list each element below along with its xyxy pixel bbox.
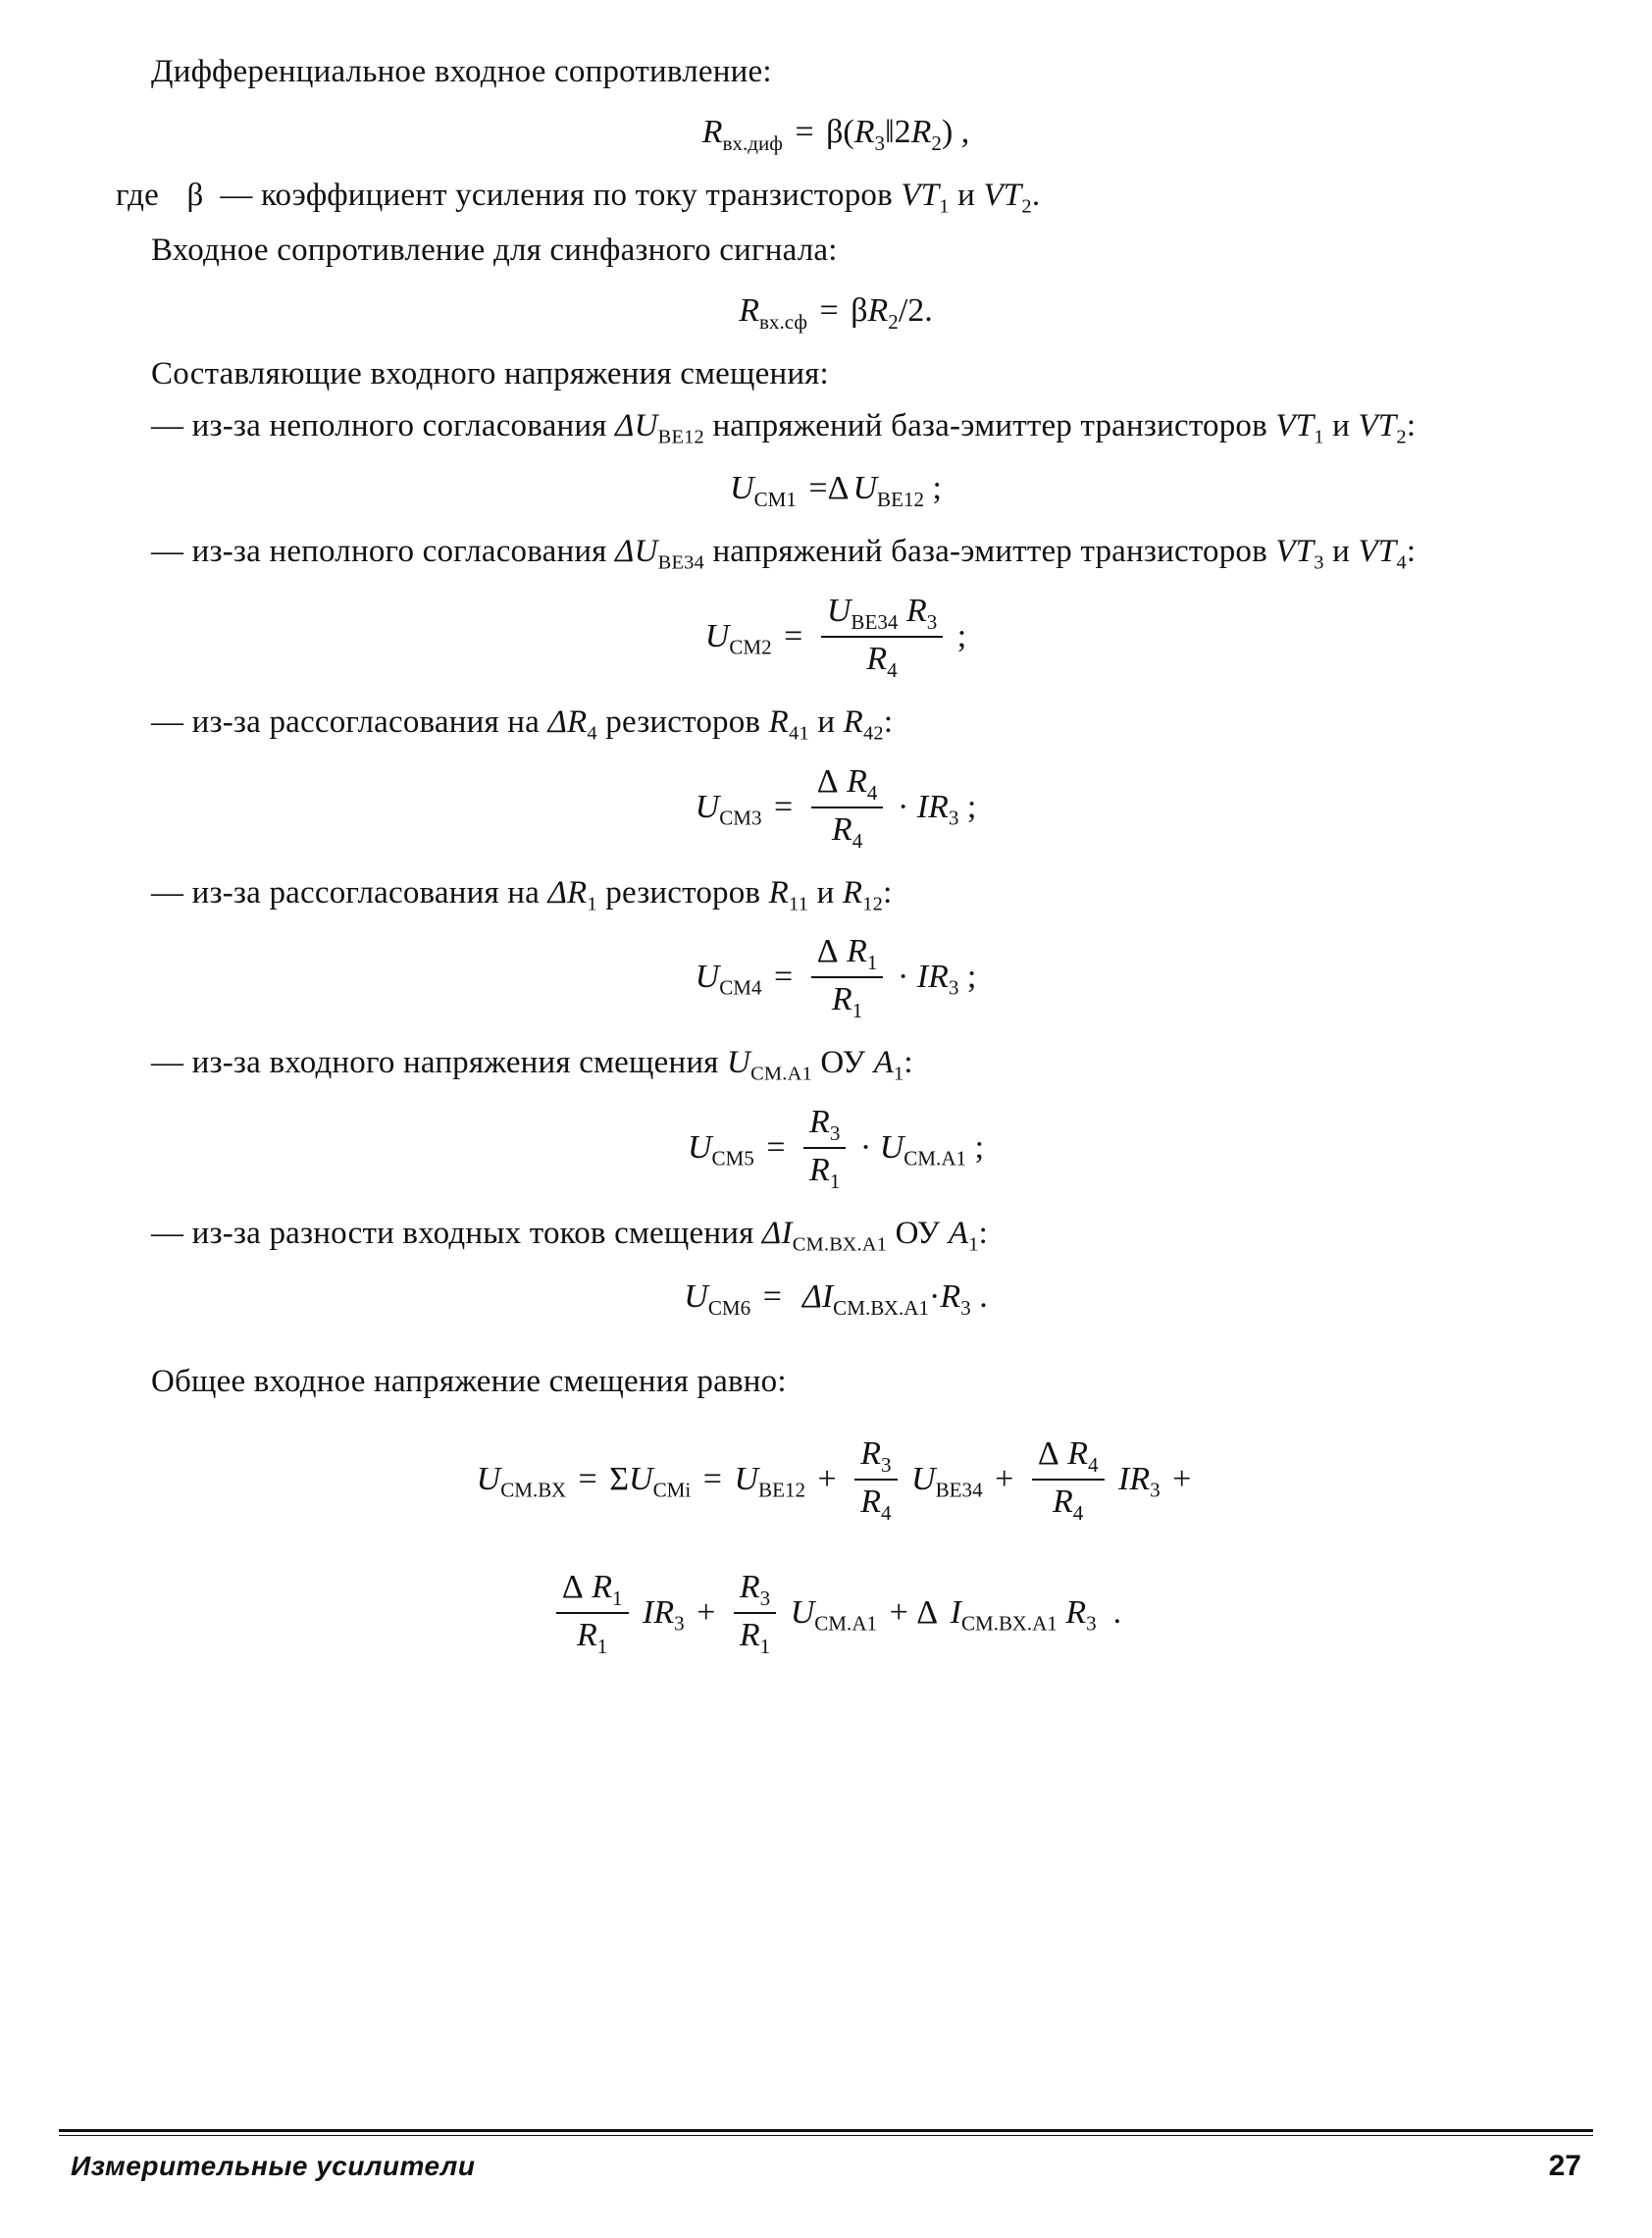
formula-rvh-dif: [116, 111, 1556, 157]
formula-symbol-U: U: [687, 1128, 712, 1166]
symbol-R: R: [866, 641, 888, 678]
footer-row: [59, 2150, 1593, 2183]
plus-delta: + Δ: [889, 1593, 939, 1631]
multiplication-dot: ·: [859, 1128, 872, 1166]
symbol-U-be34: U: [911, 1460, 936, 1497]
subscript-1: 1: [587, 893, 597, 915]
symbol-R: R: [577, 1616, 597, 1653]
multiplication-dot: ·: [897, 788, 909, 825]
symbol-R12: R: [842, 874, 863, 911]
formula-usm6: [116, 1275, 1556, 1322]
formula-usm1: [116, 467, 1556, 513]
formula-usm4: [116, 934, 1556, 1024]
formula-equals-2: =: [702, 1460, 722, 1497]
conjunction-and: и: [1332, 407, 1351, 443]
formula-tail: ;: [966, 959, 977, 996]
fraction-denominator: [854, 1481, 897, 1525]
subscript-3: 3: [829, 1120, 841, 1145]
paragraph-offset-components: [116, 351, 1556, 397]
symbol-R42: R: [843, 704, 864, 741]
subscript-BE34: BE34: [851, 609, 899, 634]
fraction-dr1-r1: [556, 1568, 629, 1658]
symbol-R: R: [1065, 1593, 1087, 1631]
symbol-R: R: [1053, 1483, 1073, 1520]
subscript-3: 3: [674, 1611, 685, 1636]
formula-symbol-R2: R: [910, 113, 932, 150]
subscript-1: 1: [866, 951, 878, 975]
colon: :: [978, 1216, 988, 1252]
symbol-delta-I: ΔI: [761, 1216, 793, 1252]
paragraph-common-mode-resistance: [116, 228, 1556, 274]
formula-tail: .: [979, 1277, 988, 1315]
symbol-R: R: [940, 1277, 961, 1315]
symbol-IR: IR: [643, 1593, 675, 1631]
subscript-4: 4: [852, 828, 863, 853]
subscript-cm-a1: СМ.A1: [814, 1611, 878, 1636]
formula-subscript-cm4: СМ4: [719, 976, 762, 1001]
delta-symbol: Δ: [816, 933, 839, 970]
formula-symbol-R: R: [739, 291, 759, 329]
fraction-dr4-r4: [1032, 1434, 1105, 1525]
item-text-b: ОУ: [895, 1216, 941, 1252]
formula-beta-open: β(: [826, 113, 854, 150]
fraction: [821, 592, 943, 682]
symbol-delta-R4: ΔR: [547, 704, 588, 741]
fraction-numerator: [734, 1568, 776, 1614]
symbol-U-cm-a1: U: [727, 1045, 751, 1081]
subscript-4: 4: [587, 722, 597, 745]
formula-subscript-BE12: BE12: [877, 488, 925, 511]
delta-symbol: Δ: [1037, 1434, 1059, 1472]
subscript-3: 3: [759, 1586, 771, 1610]
conjunction-and: и: [816, 874, 835, 911]
formula-symbol-U: U: [704, 617, 730, 654]
item-text-b: резисторов: [605, 704, 761, 741]
symbol-VT2: VT: [983, 178, 1022, 214]
formula-tail: ;: [956, 617, 967, 654]
symbol-R: R: [860, 1483, 881, 1520]
plus-sign-1: +: [817, 1460, 837, 1497]
fraction-numerator: [811, 762, 884, 808]
colon: :: [883, 874, 893, 911]
symbol-R41: R: [768, 704, 790, 741]
formula-tail: .: [1112, 1593, 1122, 1631]
paragraph-item-5: [116, 1040, 1556, 1089]
colon: :: [1406, 534, 1417, 570]
delta-symbol: Δ: [816, 762, 839, 800]
subscript-1: 1: [759, 1634, 771, 1658]
paragraph-diff-input-resistance: [116, 49, 1556, 95]
conjunction-and: и: [957, 178, 976, 214]
footer-chapter-title: Измерительные усилители: [71, 2151, 476, 2181]
fraction: [803, 1103, 846, 1193]
sigma-symbol: Σ: [609, 1460, 630, 1497]
subscript-cm-vh-a1: СМ.ВХ.A1: [960, 1611, 1058, 1636]
subscript-cm-a1: СМ.A1: [903, 1146, 967, 1171]
formula-rvh-sf: [116, 289, 1556, 336]
formula-symbol-U: U: [695, 788, 720, 825]
fraction-numerator: [556, 1568, 629, 1614]
subscript-1: 1: [596, 1634, 608, 1658]
formula-subscript-cm6: СМ6: [707, 1295, 751, 1320]
item-text-b: резисторов: [605, 874, 761, 911]
symbol-VT4: VT: [1358, 534, 1397, 570]
subscript-3: 3: [1150, 1478, 1161, 1502]
symbol-R: R: [905, 593, 927, 630]
subscript-1: 1: [852, 999, 863, 1023]
subscript-2: 2: [1021, 195, 1032, 218]
footer-rule-thick: [59, 2129, 1593, 2132]
formula-subscript-cm1: СМ1: [753, 488, 797, 511]
subscript-3: 3: [926, 609, 938, 634]
formula-subscript-2: 2: [888, 309, 899, 334]
symbol-R: R: [860, 1434, 881, 1472]
symbol-U-be12: U: [734, 1460, 759, 1497]
plus-sign-3: +: [1172, 1460, 1192, 1497]
formula-equals: =: [774, 959, 794, 996]
paragraph-total-offset: [116, 1359, 1556, 1405]
fraction-denominator: [734, 1614, 776, 1658]
symbol-delta-U: ΔU: [615, 407, 658, 443]
subscript-42: 42: [863, 722, 884, 745]
fraction-denominator: [803, 1149, 846, 1193]
fraction-r3-r4: [854, 1434, 897, 1525]
formula-equals: =: [766, 1128, 786, 1166]
item-text-a: — из-за разности входных токов смещения: [151, 1216, 754, 1252]
plus-sign-2: +: [995, 1460, 1014, 1497]
paragraph-item-4: [116, 870, 1556, 919]
subscript-3: 3: [960, 1295, 971, 1320]
formula-tail: ) ,: [941, 113, 970, 150]
fraction-r3-r1: [734, 1568, 776, 1658]
formula-usm2: [116, 594, 1556, 684]
formula-symbol-R3: R: [853, 113, 875, 150]
formula-tail: ;: [966, 788, 977, 825]
page-footer: [59, 2129, 1593, 2183]
subscript-1: 1: [829, 1169, 841, 1193]
formula-subscript-3: 3: [874, 130, 886, 155]
formula-symbol-R: R: [701, 113, 723, 150]
fraction-numerator: [803, 1103, 846, 1149]
subscript-3: 3: [948, 806, 959, 830]
symbol-R11: R: [768, 874, 790, 911]
symbol-I: I: [950, 1593, 961, 1631]
formula-subscript-cm2: СМ2: [729, 635, 772, 659]
subscript-BE34: BE34: [657, 551, 704, 574]
symbol-VT1: VT: [901, 178, 940, 214]
symbol-R: R: [739, 1568, 760, 1605]
symbol-delta-U: ΔU: [615, 534, 658, 570]
symbol-U-cm-a1: U: [879, 1128, 904, 1166]
where-label: где: [116, 178, 159, 214]
fraction-denominator: [811, 978, 884, 1022]
symbol-IR: IR: [916, 959, 949, 996]
formula-usm3: [116, 764, 1556, 855]
formula-subscript: вх.диф: [722, 130, 783, 155]
subscript-1: 1: [611, 1586, 623, 1610]
symbol-delta-R1: ΔR: [547, 874, 588, 911]
formula-subscript-cm3: СМ3: [719, 806, 762, 830]
fraction: [811, 762, 884, 853]
symbol-R: R: [809, 1152, 830, 1189]
paragraph-item-6: [116, 1211, 1556, 1260]
formula-parallel: ‖2: [885, 113, 911, 150]
symbol-U-sum: U: [629, 1460, 653, 1497]
item-text-a: — из-за неполного согласования: [151, 534, 607, 570]
item-text-a: — из-за рассогласования на: [151, 874, 540, 911]
paragraph-item-1: [116, 403, 1556, 452]
subscript-4: 4: [866, 780, 878, 805]
symbol-IR: IR: [1118, 1460, 1151, 1497]
formula-usm5: [116, 1105, 1556, 1195]
fraction-denominator: [556, 1614, 629, 1658]
formula-tail: ;: [932, 470, 942, 507]
footer-rule-thin: [59, 2135, 1593, 2136]
subscript-cm-vh-a1: СМ.ВХ.A1: [792, 1233, 888, 1256]
colon: :: [1406, 407, 1417, 443]
period: .: [1031, 178, 1041, 214]
symbol-U: U: [826, 593, 852, 630]
subscript-BE34: BE34: [935, 1478, 983, 1502]
subscript-4: 4: [881, 1500, 892, 1525]
subscript-3: 3: [881, 1452, 892, 1477]
subscript-2: 2: [1396, 426, 1407, 448]
fraction: [811, 932, 884, 1022]
symbol-VT1: VT: [1275, 407, 1315, 443]
formula-equals: =: [762, 1277, 782, 1315]
subscript-1: 1: [939, 195, 950, 218]
formula-subscript: вх.сф: [758, 309, 808, 334]
page-number: 27: [1548, 2150, 1581, 2182]
beta-description: — коэффициент усиления по току транзисторов: [220, 178, 893, 214]
subscript-3: 3: [1314, 551, 1324, 574]
subscript-12: 12: [862, 893, 884, 915]
subscript-4: 4: [887, 657, 898, 682]
conjunction-and: и: [1332, 534, 1351, 570]
multiplication-dot: ·: [929, 1277, 941, 1315]
symbol-IR: IR: [916, 788, 949, 825]
formula-beta: β: [851, 291, 868, 329]
formula-equals-1: =: [578, 1460, 597, 1497]
item-text-a: — из-за неполного согласования: [151, 407, 607, 443]
formula-symbol-U: U: [695, 959, 720, 996]
subscript-cm-vh: СМ.ВХ: [500, 1478, 567, 1502]
subscript-4: 4: [1072, 1500, 1084, 1525]
paragraph-text: Дифференциальное входное сопротивление:: [151, 54, 772, 89]
paragraph-item-2: [116, 529, 1556, 578]
formula-symbol-U-be: U: [852, 470, 878, 507]
subscript-cm-a1: СМ.A1: [750, 1064, 812, 1086]
symbol-U-cm-a1: U: [790, 1593, 815, 1631]
formula-tail: ;: [974, 1128, 985, 1166]
delta-symbol: Δ: [561, 1568, 584, 1605]
fraction-numerator: [811, 932, 884, 978]
multiplication-dot: ·: [897, 959, 909, 996]
fraction-numerator: [821, 592, 943, 638]
fraction-denominator: [821, 638, 943, 682]
symbol-R: R: [809, 1104, 830, 1141]
formula-subscript-2: 2: [931, 130, 942, 155]
page-content: [116, 49, 1556, 1676]
subscript-cm-vh-a1: СМ.ВХ.A1: [833, 1295, 930, 1320]
subscript-1: 1: [1314, 426, 1324, 448]
formula-symbol-R2: R: [867, 291, 889, 329]
subscript-BE12: BE12: [758, 1478, 806, 1502]
conjunction-and: и: [817, 704, 836, 741]
paragraph-text: Составляющие входного напряжения смещения:: [151, 355, 829, 391]
subscript-41: 41: [789, 722, 809, 745]
formula-total-offset-line2: [116, 1570, 1556, 1660]
symbol-A1: A: [873, 1045, 894, 1081]
formula-symbol-U: U: [730, 470, 754, 507]
symbol-A1: A: [948, 1216, 969, 1252]
formula-symbol-U: U: [476, 1460, 501, 1497]
colon: :: [903, 1045, 913, 1081]
paragraph-text: Входное сопротивление для синфазного сигнала:: [151, 232, 838, 268]
item-text-b: ОУ: [820, 1045, 866, 1081]
fraction-denominator: [1032, 1481, 1105, 1525]
item-text-b: напряжений база-эмиттер транзисторов: [712, 407, 1267, 443]
beta-symbol: β: [186, 178, 204, 214]
symbol-R: R: [1067, 1434, 1088, 1472]
subscript-3: 3: [1086, 1611, 1097, 1636]
item-text-a: — из-за рассогласования на: [151, 704, 540, 741]
symbol-R: R: [592, 1568, 612, 1605]
formula-symbol-U: U: [684, 1277, 708, 1315]
formula-tail: /2.: [898, 291, 933, 329]
subscript-11: 11: [789, 893, 809, 915]
item-text-b: напряжений база-эмиттер транзисторов: [712, 534, 1267, 570]
paragraph-text: Общее входное напряжение смещения равно:: [151, 1363, 787, 1399]
subscript-1: 1: [893, 1064, 904, 1086]
symbol-VT3: VT: [1275, 534, 1315, 570]
formula-total-offset-line1: [116, 1436, 1556, 1527]
formula-subscript-cm5: СМ5: [711, 1146, 754, 1171]
subscript-cmi: СМi: [652, 1478, 692, 1502]
symbol-VT2: VT: [1358, 407, 1397, 443]
paragraph-beta-definition: [116, 173, 1556, 222]
formula-equals: =: [774, 788, 794, 825]
fraction-numerator: [854, 1434, 897, 1481]
symbol-R: R: [847, 762, 867, 800]
fraction-denominator: [811, 808, 884, 853]
formula-equals-delta: =Δ: [808, 470, 850, 507]
symbol-R: R: [831, 810, 852, 848]
subscript-4: 4: [1087, 1452, 1099, 1477]
formula-equals: =: [819, 291, 839, 329]
subscript-BE12: BE12: [657, 426, 704, 448]
symbol-delta-I: ΔI: [801, 1277, 834, 1315]
subscript-4: 4: [1396, 551, 1407, 574]
formula-equals: =: [795, 113, 814, 150]
colon: :: [883, 704, 894, 741]
item-text-a: — из-за входного напряжения смещения: [151, 1045, 719, 1081]
symbol-R: R: [739, 1616, 760, 1653]
subscript-3: 3: [948, 976, 959, 1001]
symbol-R: R: [831, 981, 852, 1018]
paragraph-item-3: [116, 700, 1556, 749]
symbol-R: R: [847, 933, 867, 970]
subscript-1: 1: [968, 1233, 979, 1256]
plus-sign-1: +: [697, 1593, 716, 1631]
fraction-numerator: [1032, 1434, 1105, 1481]
formula-equals: =: [784, 617, 803, 654]
